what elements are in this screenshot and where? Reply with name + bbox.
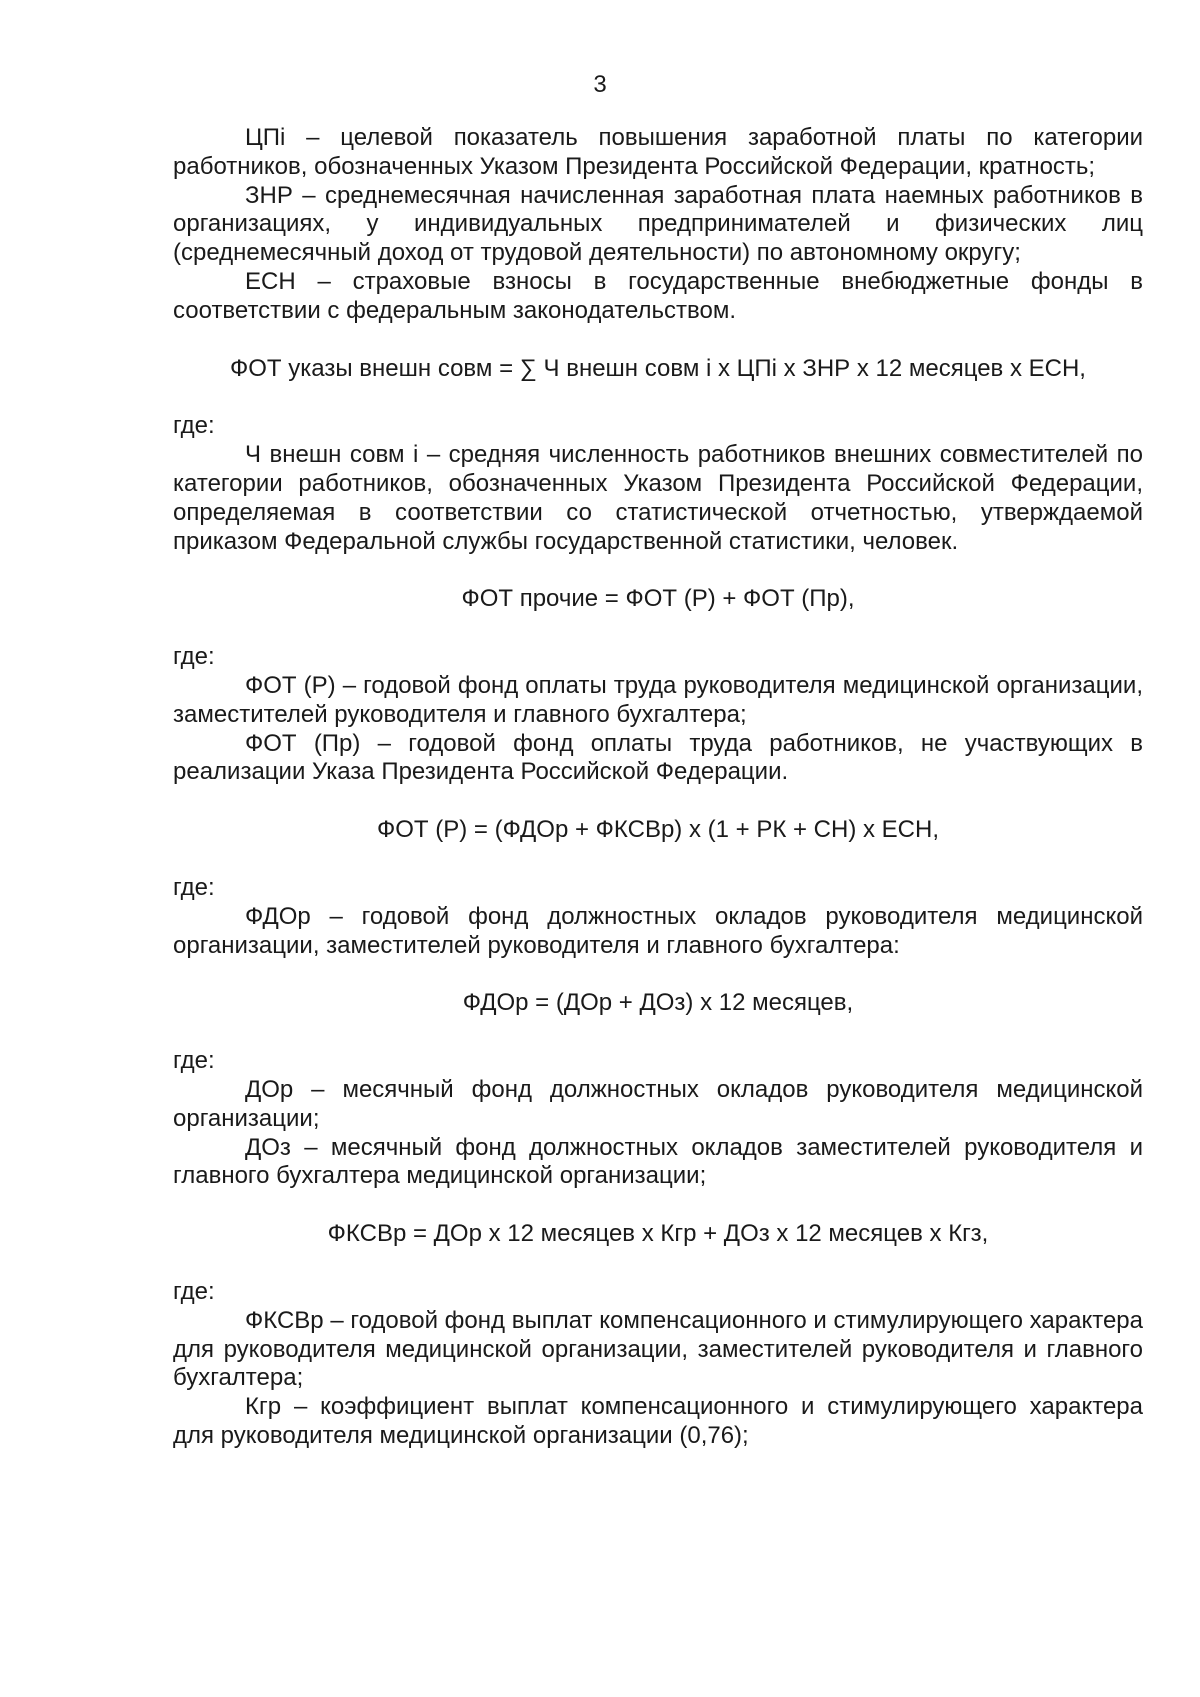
- definition-kgr: Кгр – коэффициент выплат компенсационного и стимулирующего характера для руководителя медицинской организации (0,76);: [173, 1393, 1143, 1449]
- definition-fot-r: ФОТ (Р) – годовой фонд оплаты труда руководителя медицинской организации, заместителей руководителя и главного бухгалтера;: [173, 671, 1143, 728]
- definition-fot-pr: ФОТ (Пр) – годовой фонд оплаты труда работников, не участвующих в реализации Указа Президента Российской Федерации.: [173, 729, 1143, 786]
- document-body: [173, 124, 1143, 1451]
- definition-doz: ДОз – месячный фонд должностных окладов заместителей руководителя и главного бухгалтера медицинской организации;: [173, 1133, 1143, 1190]
- definition-dor: ДОр – месячный фонд должностных окладов руководителя медицинской организации;: [173, 1075, 1143, 1132]
- where-label: где:: [173, 1047, 215, 1075]
- where-label: где:: [173, 873, 215, 901]
- definition-fksvr: ФКСВр – годовой фонд выплат компенсационного и стимулирующего характера для руководителя медицинской организации, заместителей руководителя и главного бухгалтера;: [173, 1306, 1143, 1392]
- definition-fdor: ФДОр – годовой фонд должностных окладов руководителя медицинской организации, заместителей руководителя и главного бухгалтера:: [173, 902, 1143, 959]
- definition-znr: ЗНР – среднемесячная начисленная заработная плата наемных работников в организациях, у индивидуальных предпринимателей и физических лиц (среднемесячный доход от трудовой деятельности) по автономному округу;: [173, 181, 1143, 267]
- definition-ch-vneshn: Ч внешн совм i – средняя численность работников внешних совместителей по категории работников, обозначенных Указом Президента Российской Федерации, определяемая в соответствии со статистической отчетностью, утверждаемой приказом Федеральной службы государственной статистики, человек.: [173, 441, 1143, 555]
- formula-fot-prochie: ФОТ прочие = ФОТ (Р) + ФОТ (Пр),: [461, 585, 855, 613]
- formula-fot-r: ФОТ (Р) = (ФДОр + ФКСВр) х (1 + РК + СН) х ЕСН,: [377, 816, 939, 844]
- where-label: где:: [173, 1277, 215, 1305]
- formula-fksvr: ФКСВр = ДОр х 12 месяцев х Кгр + ДОз х 12 месяцев х Кгз,: [327, 1220, 989, 1248]
- where-label: где:: [173, 643, 215, 671]
- formula-fdor: ФДОр = (ДОр + ДОз) х 12 месяцев,: [462, 989, 854, 1017]
- where-label: где:: [173, 412, 215, 440]
- page-number: 3: [593, 71, 607, 98]
- formula-fot-ukazy: ФОТ указы внешн совм = ∑ Ч внешн совм i х ЦПi х ЗНР х 12 месяцев х ЕСН,: [230, 354, 1086, 382]
- definition-esn: ЕСН – страховые взносы в государственные внебюджетные фонды в соответствии с федеральным законодательством.: [173, 267, 1143, 324]
- definition-cpi: ЦПi – целевой показатель повышения заработной платы по категории работников, обозначенных Указом Президента Российской Федерации, кратность;: [173, 124, 1143, 180]
